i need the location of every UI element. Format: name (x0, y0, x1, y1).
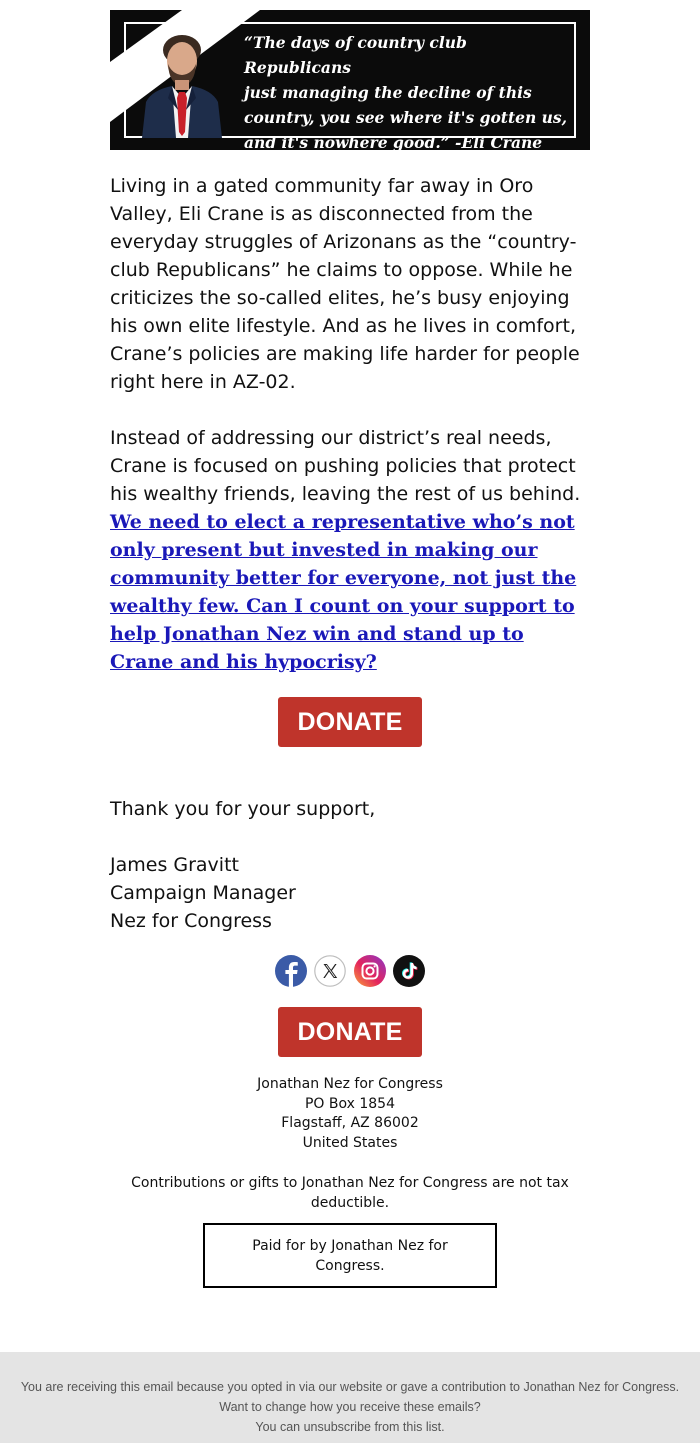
x-icon[interactable] (314, 955, 346, 987)
donate-button-wrapper-top (110, 697, 590, 747)
donate-button-wrapper-bottom (110, 1007, 590, 1057)
signoff-thanks: Thank you for your support, (110, 798, 376, 820)
email-body (110, 10, 590, 1288)
signer-title: Campaign Manager (110, 882, 296, 904)
signer-org: Nez for Congress (110, 910, 272, 932)
donate-button-top[interactable]: DONATE (278, 697, 422, 747)
email-footer (0, 1352, 700, 1443)
signature-block (110, 851, 590, 935)
paragraph-2-lead: Instead of addressing our district’s real needs, Crane is focused on pushing policies that protect his wealthy friends, leaving the rest of us behind. (110, 427, 581, 505)
mailing-address (110, 1075, 590, 1153)
address-line-1: Jonathan Nez for Congress (257, 1076, 443, 1092)
hero-quote: “The days of country club Republicans just managing the decline of this country, you see where it's gotten us, and it's nowhere good.” -Eli Crane (244, 33, 568, 150)
subscription-notice: You are receiving this email because you opted in via our website or gave a contribution to Jonathan Nez for Congress. Want to change how you receive these emails? (20, 1380, 680, 1414)
body-paragraph-1: Living in a gated community far away in Oro Valley, Eli Crane is as disconnected from the everyday struggles of Arizonans as the “country-club Republicans” he claims to oppose. While he criticizes the so-called elites, he’s busy enjoying his own elite lifestyle. And as he lives in comfort, Crane’s policies are making life harder for people right here in AZ-02. (110, 175, 580, 393)
tax-disclaimer: Contributions or gifts to Jonathan Nez for Congress are not tax deductible. (131, 1175, 569, 1211)
paid-for-text: Paid for by Jonathan Nez for Congress. (252, 1238, 448, 1274)
paid-for-disclaimer-box (203, 1223, 497, 1288)
address-line-2: PO Box 1854 (304, 1095, 395, 1112)
unsubscribe-link[interactable]: You can unsubscribe from this list. (255, 1420, 445, 1434)
donate-button-bottom[interactable]: DONATE (278, 1007, 422, 1057)
tiktok-icon[interactable] (393, 955, 425, 987)
signer-name: James Gravitt (110, 854, 239, 876)
instagram-icon[interactable] (354, 955, 386, 987)
address-line-4: United States (302, 1134, 398, 1151)
hero-banner (110, 10, 590, 150)
body-paragraph-2 (110, 424, 590, 676)
candidate-portrait-image (128, 28, 232, 138)
address-line-3: Flagstaff, AZ 86002 (281, 1115, 419, 1131)
support-cta-link[interactable]: We need to elect a representative who’s not only present but invested in making our community better for everyone, not just the wealthy few. Can I count on your support to help Jonathan Nez win and stand up to Crane and his hypocrisy? (110, 511, 577, 673)
social-icons-row (110, 955, 590, 987)
facebook-icon[interactable] (275, 955, 307, 987)
